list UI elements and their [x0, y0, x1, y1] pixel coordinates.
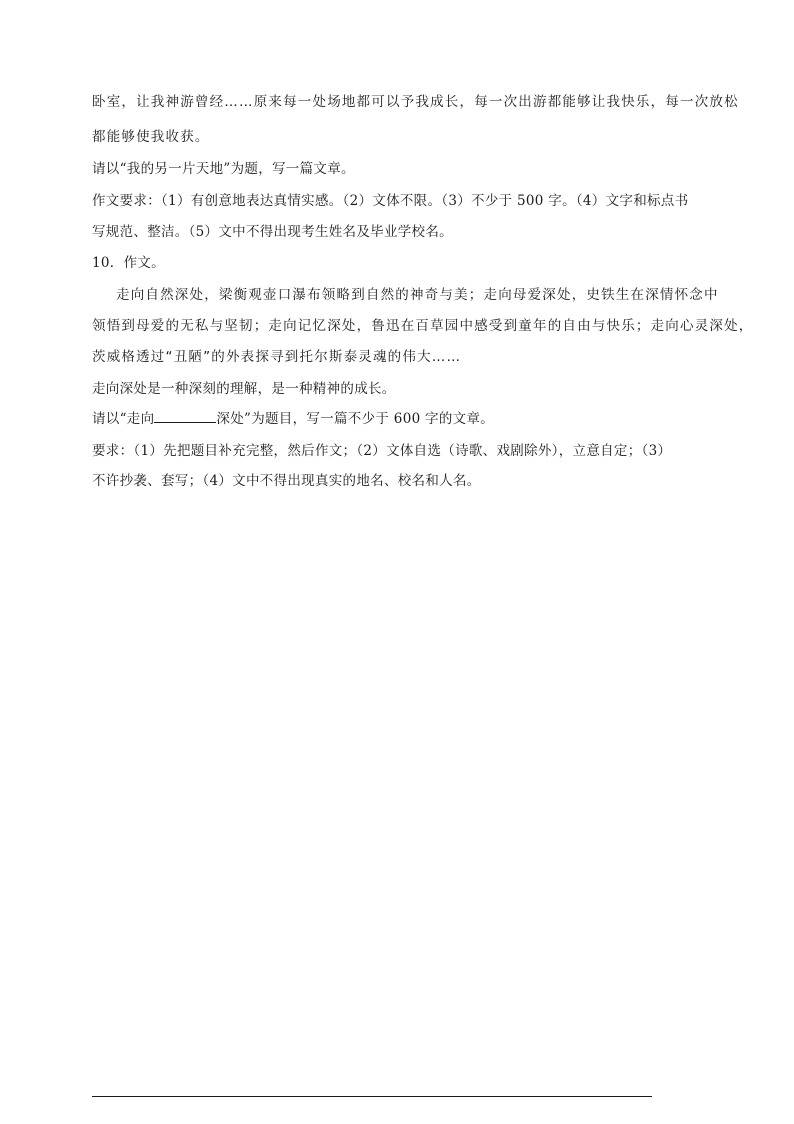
q9-material-line-2: 都能够使我收获。	[92, 129, 210, 145]
q10-prompt-after: 深处”为题目，写一篇不少于 600 字的文章。	[216, 411, 495, 427]
q10-statement: 走向深处是一种深刻的理解，是一种精神的成长。	[92, 381, 396, 397]
q10-material-line-3: 茨威格透过“丑陋”的外表探寻到托尔斯泰灵魂的伟大……	[92, 349, 462, 365]
q9-material-line-1: 卧室，让我神游曾经……原来每一处场地都可以予我成长，每一次出游都能够让我快乐，每一次放松	[92, 94, 739, 110]
q9-requirements-line-1: 作文要求：（1）有创意地表达真情实感。（2）文体不限。（3）不少于 500 字。（4）文字和标点书	[92, 193, 689, 209]
q10-material-line-1: 走向自然深处，梁衡观壶口瀑布领略到自然的神奇与美；走向母爱深处，史铁生在深情怀念中	[116, 287, 719, 303]
q10-prompt-before: 请以“走向	[92, 411, 155, 427]
q10-prompt	[92, 410, 712, 428]
q10-requirements-line-2: 不许抄袭、套写；（4）文中不得出现真实的地名、校名和人名。	[92, 473, 481, 489]
q9-requirements-line-2: 写规范、整洁。（5）文中不得出现考生姓名及毕业学校名。	[92, 224, 453, 240]
q9-prompt: 请以“我的另一片天地”为题，写一篇文章。	[92, 161, 355, 177]
q10-heading: 10．作文。	[92, 255, 165, 271]
q10-requirements-line-1: 要求：（1）先把题目补充完整，然后作文；（2）文体自选（诗歌、戏剧除外），立意自定；（3）	[92, 443, 672, 459]
footer-divider	[92, 1096, 652, 1097]
q10-material-line-2: 领悟到母爱的无私与坚韧；走向记忆深处，鲁迅在百草园中感受到童年的自由与快乐；走向心灵深处，	[92, 318, 754, 334]
title-fill-blank	[154, 410, 216, 423]
